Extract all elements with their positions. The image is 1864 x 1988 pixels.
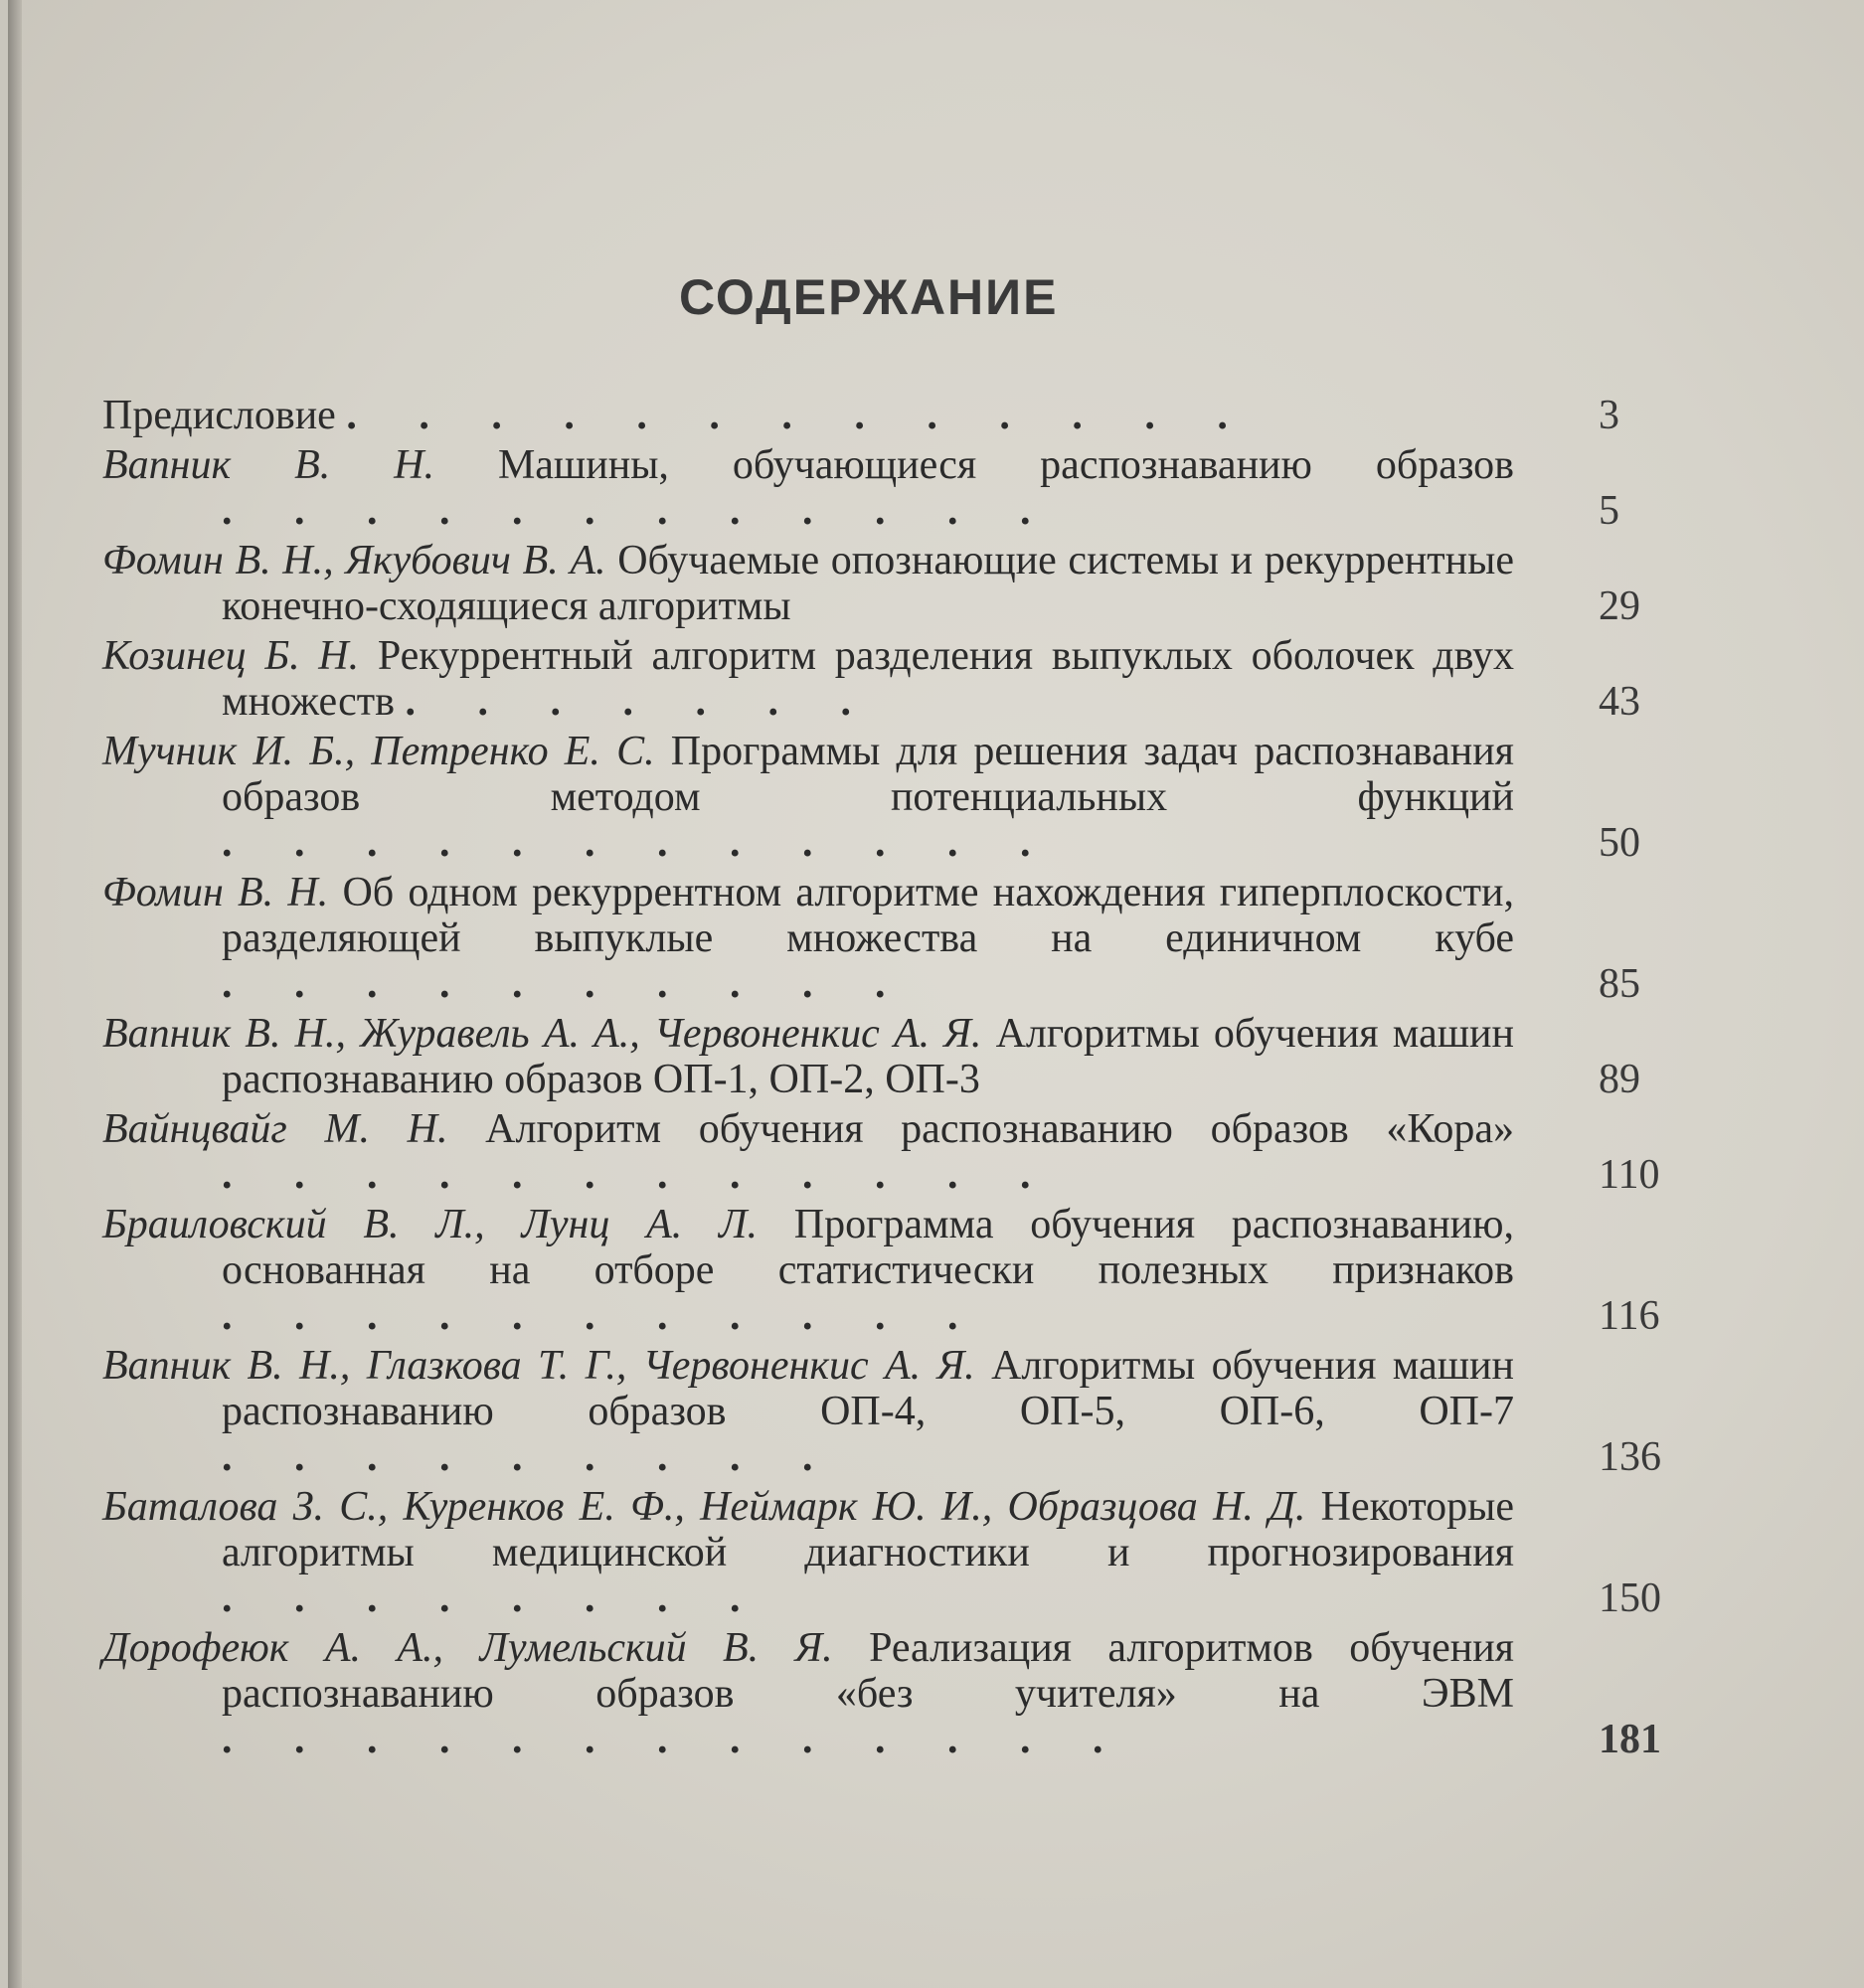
- toc-entry-text: [102, 1625, 1514, 1762]
- toc-entry-title: Об одном рекуррентном алгоритме нахождения гиперплоскости, разделяющей выпуклые множества на единичном кубе: [222, 870, 1515, 961]
- toc-entry-text: [102, 870, 1514, 1007]
- toc-entry-text: [102, 1343, 1514, 1480]
- toc-entry-text: [102, 1011, 1514, 1102]
- toc-entry-authors: Мучник И. Б., Петренко Е. С.: [102, 729, 655, 774]
- toc-entry-title: Машины, обучающиеся распознаванию образов: [497, 442, 1515, 488]
- toc-entry-page: 116: [1599, 1293, 1660, 1339]
- toc-entry-page: 43: [1599, 679, 1640, 725]
- toc-entry-authors: Браиловский В. Л., Лунц А. Л.: [102, 1202, 758, 1247]
- dot-leader: . . . . . . . . . . . . .: [222, 1717, 1129, 1762]
- toc-entry-authors: Вапник В. Н., Журавель А. А., Червоненкис А. Я.: [102, 1011, 982, 1057]
- toc-entry-authors: Козинец Б. Н.: [102, 633, 360, 679]
- toc-entry: [102, 870, 1743, 1007]
- toc-entry-title: Программы для решения задач распознавания образов методом потенциальных функций: [222, 729, 1514, 820]
- toc-entry: [102, 633, 1743, 725]
- toc-entry-title: Алгоритм обучения распознаванию образов «Кора»: [485, 1106, 1514, 1152]
- book-page: [8, 0, 1864, 1988]
- toc-entry-text: [102, 1106, 1514, 1198]
- toc-entry-page: 89: [1599, 1057, 1640, 1102]
- toc-entry-text: [102, 633, 1514, 725]
- toc-entry-page: 181: [1599, 1717, 1661, 1762]
- dot-leader: . . . . . . .: [405, 679, 877, 725]
- dot-leader: . . . . . . . . . . . .: [222, 820, 1057, 866]
- toc-entry-page: 110: [1599, 1152, 1660, 1198]
- toc-entry-authors: Фомин В. Н., Якубович В. А.: [102, 538, 606, 583]
- toc-entry-text: [102, 393, 1514, 438]
- dot-leader: . . . . . . . .: [222, 1575, 766, 1621]
- toc-entry-authors: Баталова З. С., Куренков Е. Ф., Неймарк Ю. И., Образцова Н. Д.: [102, 1484, 1306, 1530]
- toc-entry-text: [102, 1202, 1514, 1339]
- toc-entry: [102, 1202, 1743, 1339]
- toc-entry-page: 150: [1599, 1575, 1661, 1621]
- toc-entry-page: 136: [1599, 1434, 1661, 1480]
- dot-leader: . . . . . . . . . .: [222, 961, 912, 1007]
- toc-entry: [102, 538, 1743, 629]
- dot-leader: . . . . . . . . . . . .: [222, 488, 1057, 534]
- toc-entry: [102, 393, 1743, 438]
- toc-entry-authors: Вапник В. Н.: [102, 442, 434, 488]
- toc-entry: [102, 1011, 1743, 1102]
- table-of-contents: [102, 393, 1743, 1766]
- toc-entry-title: Предисловие: [102, 393, 336, 438]
- toc-entry-page: 5: [1599, 488, 1619, 534]
- toc-entry-text: [102, 442, 1514, 534]
- toc-entry: [102, 1625, 1743, 1762]
- toc-entry-authors: Фомин В. Н.: [102, 870, 329, 915]
- toc-entry-title: Рекуррентный алгоритм разделения выпуклых оболочек двух множеств: [222, 633, 1514, 725]
- toc-entry: [102, 1106, 1743, 1198]
- toc-entry-text: [102, 729, 1514, 866]
- toc-entry-page: 3: [1599, 393, 1619, 438]
- toc-entry-authors: Дорофеюк А. А., Лумельский В. Я.: [102, 1625, 833, 1671]
- toc-entry: [102, 729, 1743, 866]
- toc-entry-page: 50: [1599, 820, 1640, 866]
- toc-entry-title: Алгоритмы обучения машин распознаванию образов ОП-4, ОП-5, ОП-6, ОП-7: [222, 1343, 1515, 1434]
- toc-entry-title: Обучаемые опознающие системы и рекуррентные конечно-сходящиеся алгоритмы: [222, 538, 1515, 629]
- page-edge-shadow: [8, 0, 22, 1988]
- dot-leader: . . . . . . . . . . . . .: [346, 393, 1254, 438]
- toc-entry: [102, 1343, 1743, 1480]
- page-title: СОДЕРЖАНИЕ: [679, 269, 1059, 325]
- toc-entry: [102, 442, 1743, 534]
- toc-entry: [102, 1484, 1743, 1621]
- dot-leader: . . . . . . . . . . .: [222, 1293, 984, 1339]
- toc-entry-title: Программа обучения распознаванию, основанная на отборе статистически полезных признаков: [222, 1202, 1515, 1293]
- toc-entry-text: [102, 538, 1514, 629]
- toc-entry-title: Некоторые алгоритмы медицинской диагностики и прогнозирования: [222, 1484, 1515, 1575]
- toc-entry-title: Алгоритмы обучения машин распознаванию образов ОП-1, ОП-2, ОП-3: [222, 1011, 1515, 1102]
- toc-entry-title: Реализация алгоритмов обучения распознаванию образов «без учителя» на ЭВМ: [222, 1625, 1515, 1717]
- toc-entry-authors: Вапник В. Н., Глазкова Т. Г., Червоненкис А. Я.: [102, 1343, 975, 1389]
- dot-leader: . . . . . . . . .: [222, 1434, 839, 1480]
- toc-entry-text: [102, 1484, 1514, 1621]
- toc-entry-page: 29: [1599, 583, 1640, 629]
- toc-entry-page: 85: [1599, 961, 1640, 1007]
- toc-entry-authors: Вайнцвайг М. Н.: [102, 1106, 448, 1152]
- dot-leader: . . . . . . . . . . . .: [222, 1152, 1057, 1198]
